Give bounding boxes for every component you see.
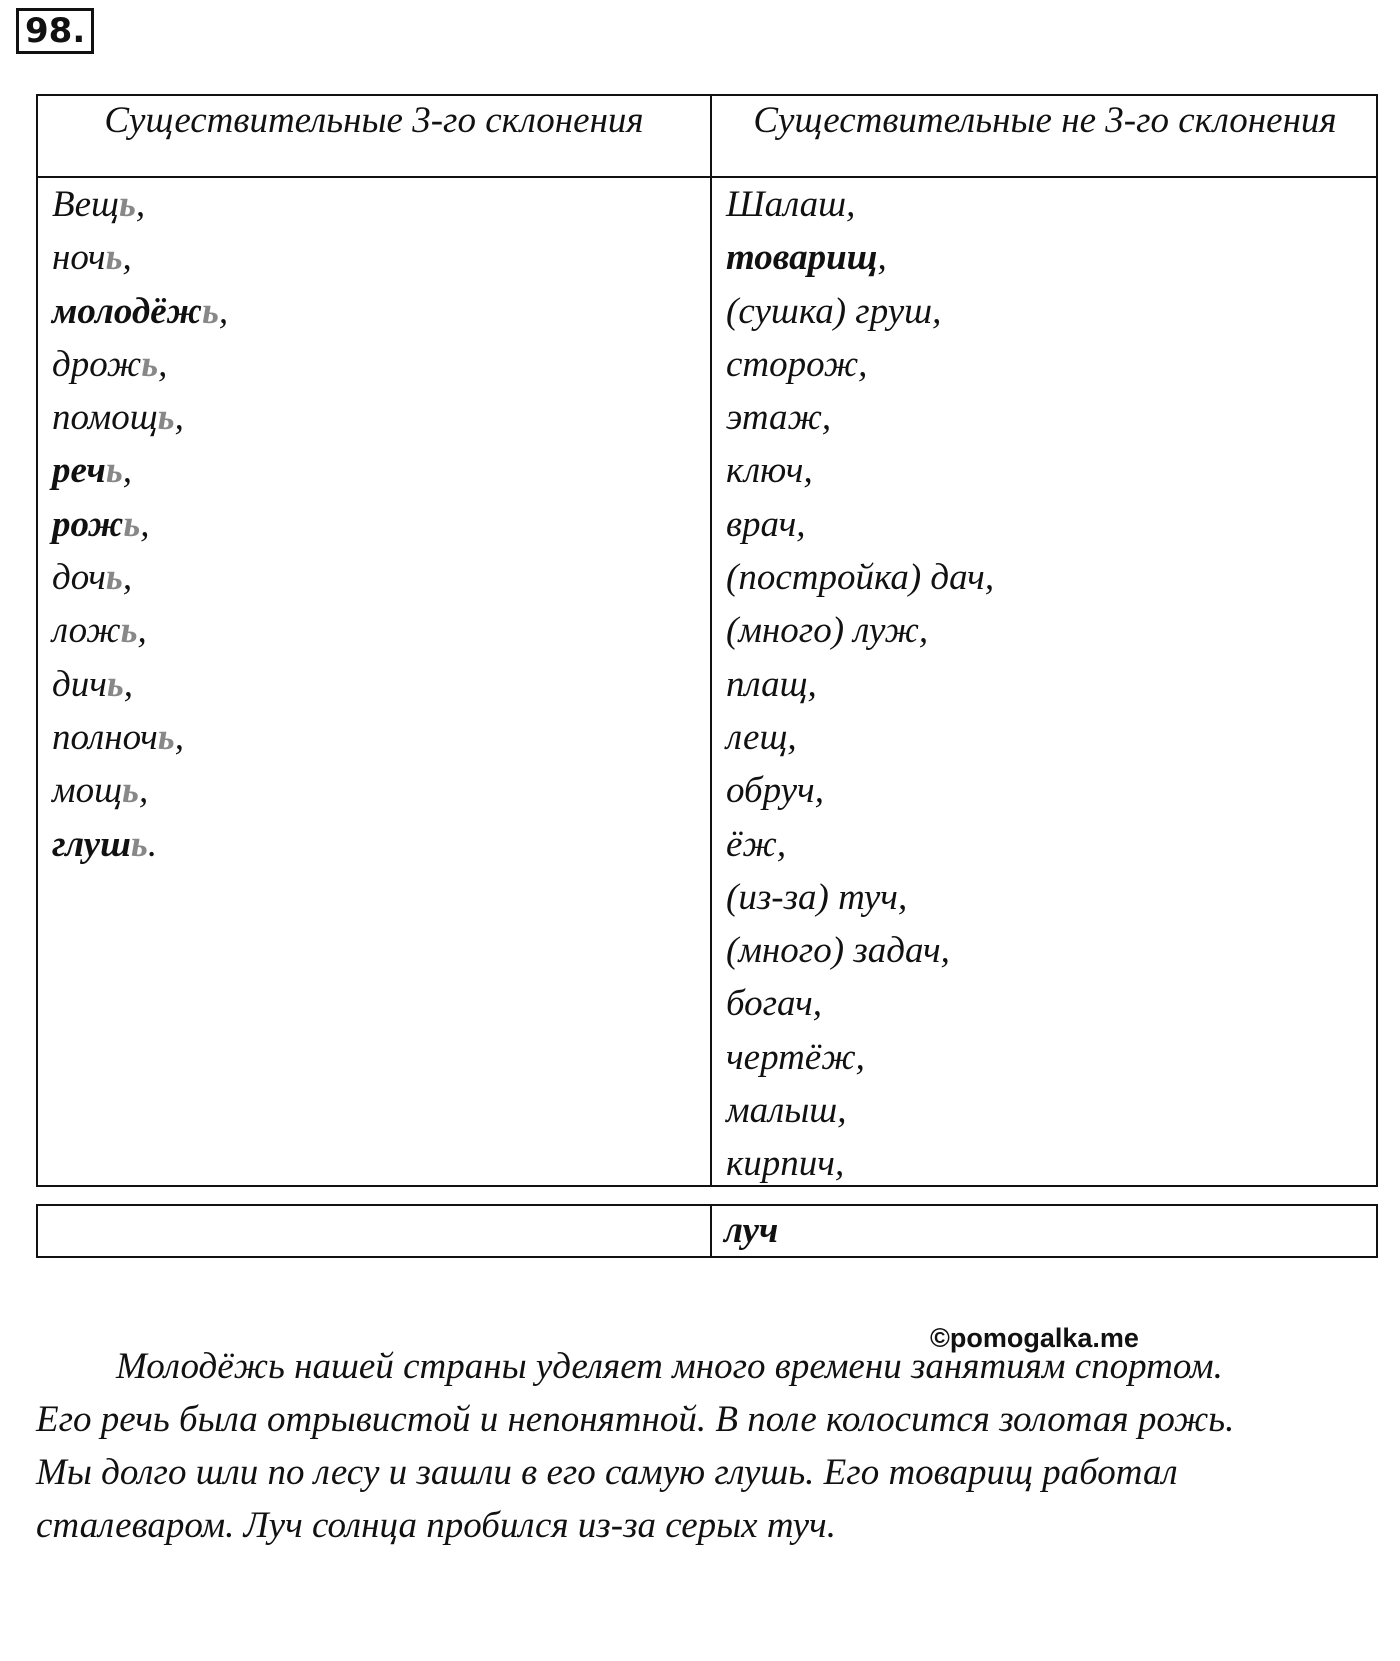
word-stem: дич [52, 663, 107, 705]
word-list-item [726, 444, 994, 497]
word-punctuation: , [787, 716, 797, 758]
word-stem: чертёж [726, 1036, 856, 1078]
word-list-item [726, 977, 994, 1030]
word-stem: дрож [52, 343, 142, 385]
word-punctuation: , [174, 397, 184, 439]
word-list-item [726, 604, 994, 657]
word-stem: лож [52, 610, 121, 652]
word-punctuation: , [932, 290, 942, 332]
word-list-item [726, 391, 994, 444]
third-declension-list [52, 178, 228, 871]
word-stem: рож [52, 503, 124, 545]
word-list-item [52, 338, 228, 391]
word-punctuation: , [218, 290, 229, 332]
word-punctuation: . [147, 823, 158, 865]
word-punctuation: , [803, 450, 813, 492]
word-stem: (из-за) туч [726, 876, 898, 918]
word-list-item [726, 924, 994, 977]
word-list-item [52, 231, 228, 284]
declension-table [36, 94, 1378, 1187]
word-punctuation: , [837, 1090, 847, 1132]
word-stem: малыш [726, 1090, 838, 1132]
soft-sign-ending: ь [130, 823, 148, 865]
word-stem: Вещ [52, 184, 119, 225]
word-list-item [726, 551, 994, 604]
word-list-item [726, 1031, 994, 1084]
word-list-item [52, 285, 228, 338]
word-stem: лещ [726, 716, 788, 758]
word-punctuation: , [122, 450, 133, 492]
word-list-item [52, 391, 228, 444]
word-stem: помощ [52, 397, 158, 439]
word-stem: богач [726, 983, 813, 1025]
word-punctuation: , [897, 876, 908, 918]
soft-sign-ending: ь [120, 610, 138, 652]
soft-sign-ending: ь [141, 343, 159, 385]
word-punctuation: , [858, 343, 868, 385]
word-list-item [52, 444, 228, 497]
word-stem: Шалаш [726, 184, 847, 225]
word-punctuation: , [984, 557, 995, 599]
word-stem: обруч [726, 770, 815, 812]
word-punctuation: , [821, 397, 832, 439]
word-stem: полноч [52, 716, 158, 758]
word-punctuation: , [940, 930, 950, 972]
sentences-paragraph [36, 1340, 1381, 1552]
table-column-divider [710, 96, 712, 1185]
soft-sign-ending: ь [201, 290, 219, 332]
word-list-item [52, 551, 228, 604]
word-stem: ключ [726, 450, 804, 492]
paragraph-line: Мы долго шли по лесу и зашли в его самую глушь. Его товарищ работал [36, 1452, 1178, 1493]
word-punctuation: , [877, 237, 887, 279]
soft-sign-ending: ь [106, 663, 124, 705]
extra-row-divider [710, 1206, 712, 1256]
word-stem: мощ [52, 770, 123, 812]
word-list-item [726, 338, 994, 391]
word-list-item [726, 764, 994, 817]
header-not-third-declension: Существительные не 3-го склонения [753, 100, 1337, 141]
soft-sign-ending: ь [157, 397, 175, 439]
extra-table-row [36, 1204, 1378, 1258]
word-punctuation: , [174, 716, 184, 758]
word-list-item [52, 604, 228, 657]
word-stem: ёж [726, 823, 777, 865]
soft-sign-ending: ь [105, 557, 123, 599]
word-list-item [52, 818, 228, 871]
word-stem: этаж [726, 397, 822, 439]
word-stem: ноч [52, 237, 106, 279]
word-punctuation: , [122, 237, 132, 279]
word-stem: (много) задач [726, 930, 941, 972]
word-stem: плащ [726, 663, 808, 705]
soft-sign-ending: ь [118, 184, 136, 225]
word-punctuation: , [796, 503, 806, 545]
word-stem: товарищ [726, 237, 878, 279]
word-punctuation: , [138, 770, 149, 812]
word-list-item [52, 764, 228, 817]
word-stem: доч [52, 557, 106, 599]
word-stem: врач [726, 503, 797, 545]
header-third-declension: Существительные 3-го склонения [104, 100, 644, 141]
word-punctuation: , [812, 983, 822, 1025]
word-stem: (сушка) груш [726, 290, 933, 332]
soft-sign-ending: ь [122, 770, 139, 812]
word-list-item [726, 178, 994, 231]
soft-sign-ending: ь [105, 450, 123, 492]
soft-sign-ending: ь [157, 716, 175, 758]
word-list-item [726, 1137, 994, 1190]
word-stem: глуш [52, 823, 131, 865]
paragraph-line: Его речь была отрывистой и непонятной. В поле колосится золотая рожь. [36, 1399, 1235, 1440]
word-list-item [726, 498, 994, 551]
word-punctuation: , [123, 663, 134, 705]
word-stem: реч [52, 450, 106, 492]
word-stem: молодёж [52, 290, 202, 332]
word-stem: сторож [726, 343, 859, 385]
word-list-item [726, 658, 994, 711]
word-punctuation: , [776, 823, 787, 865]
extra-row-right-cell: луч [724, 1210, 779, 1251]
word-stem: (постройка) дач [726, 557, 985, 599]
word-list-item [726, 871, 994, 924]
word-stem: (много) луж [726, 610, 919, 652]
word-list-item [52, 658, 228, 711]
paragraph-line: сталеваром. Луч солнца пробился из-за серых туч. [36, 1505, 836, 1546]
paragraph-line: Молодёжь нашей страны уделяет много времени занятиям спортом. [116, 1346, 1223, 1387]
word-stem: кирпич [726, 1143, 835, 1185]
soft-sign-ending: ь [123, 503, 141, 545]
word-list-item [726, 231, 994, 284]
word-list-item [52, 711, 228, 764]
soft-sign-ending: ь [105, 237, 123, 279]
word-punctuation: , [140, 503, 150, 545]
word-punctuation: , [135, 184, 146, 225]
word-punctuation: , [807, 663, 817, 705]
word-list-item [726, 711, 994, 764]
word-list-item [726, 818, 994, 871]
word-punctuation: , [158, 343, 168, 385]
watermark: ©pomogalka.me [930, 1323, 1139, 1353]
word-punctuation: , [137, 610, 147, 652]
word-punctuation: , [122, 557, 133, 599]
word-list-item [726, 285, 994, 338]
word-list-item [52, 498, 228, 551]
word-punctuation: , [846, 184, 856, 225]
word-list-item [52, 178, 228, 231]
word-list-item [726, 1084, 994, 1137]
not-third-declension-list [726, 178, 994, 1191]
word-punctuation: , [834, 1143, 845, 1185]
word-punctuation: , [814, 770, 824, 812]
word-punctuation: , [918, 610, 929, 652]
word-punctuation: , [855, 1036, 865, 1078]
exercise-number: 98. [16, 8, 94, 54]
table-header-divider [38, 176, 1376, 178]
